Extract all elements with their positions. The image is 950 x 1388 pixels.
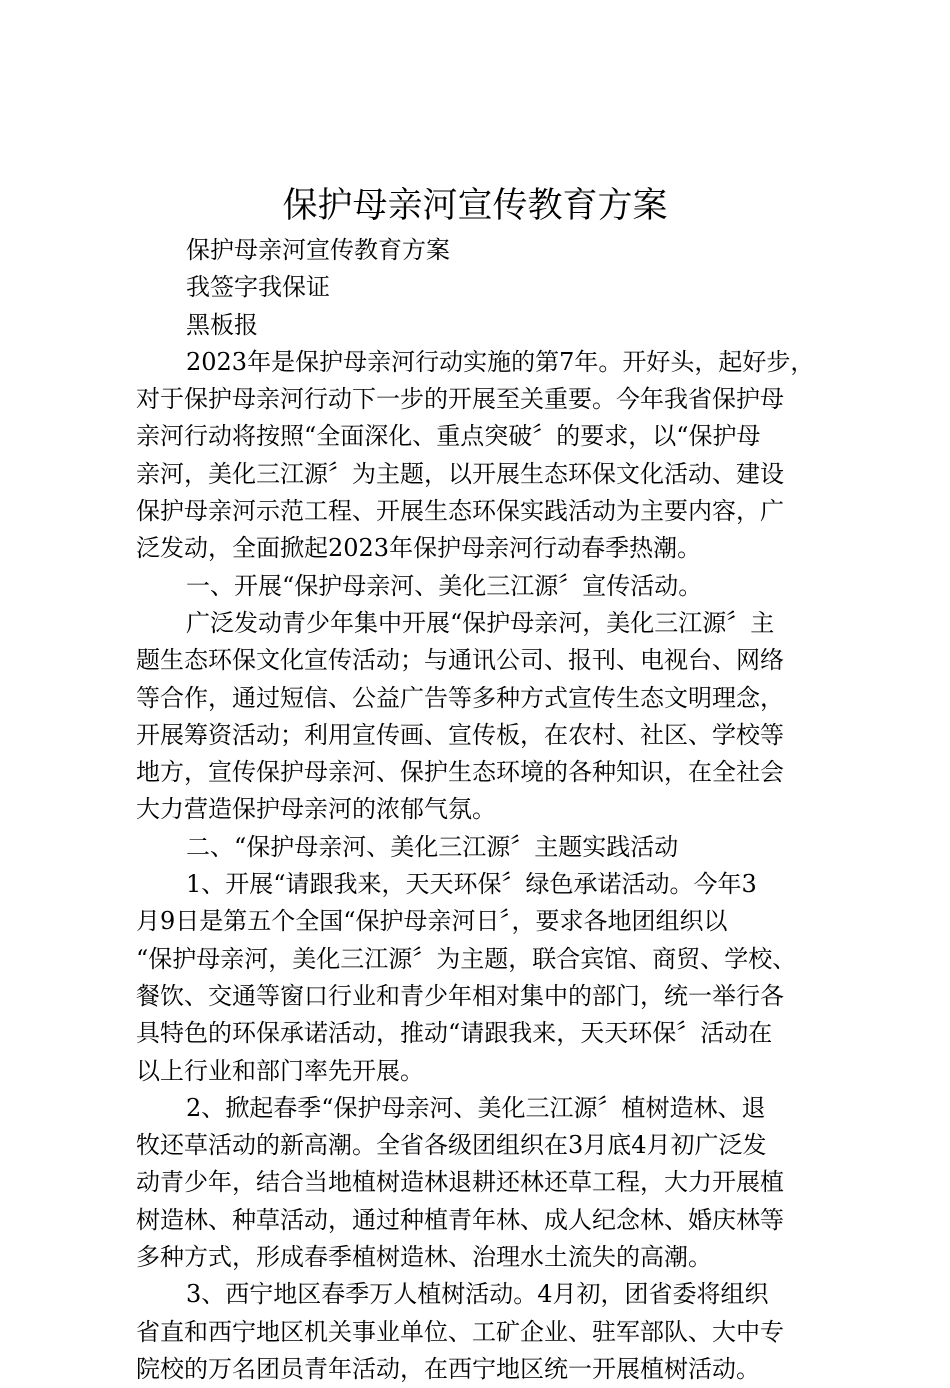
text-line: 2023年是保护母亲河行动实施的第7年。开好头，起好步， (186, 347, 815, 376)
text-line: 省直和西宁地区机关事业单位、工矿企业、驻军部队、大中专 (136, 1317, 784, 1346)
text-line: 保护母亲河宣传教育方案 (186, 236, 450, 264)
document-body (136, 232, 836, 1388)
text-line: 月9日是第五个全国“保护母亲河日〞，要求各地团组织以 (136, 907, 728, 936)
text-line: 以上行业和部门率先开展。 (136, 1056, 424, 1085)
text-line: 一、开展“保护母亲河、美化三江源〞宣传活动。 (186, 571, 703, 600)
text-line: 二、“保护母亲河、美化三江源〞主题实践活动 (186, 832, 679, 861)
text-line: “保护母亲河，美化三江源〞为主题，联合宾馆、商贸、学校、 (136, 944, 797, 973)
text-line: 2、掀起春季“保护母亲河、美化三江源〞植树造林、退 (186, 1093, 766, 1122)
text-line: 大力营造保护母亲河的浓郁气氛。 (136, 795, 496, 824)
text-line: 泛发动，全面掀起2023年保护母亲河行动春季热潮。 (136, 534, 702, 563)
text-line: 多种方式，形成春季植树造林、治理水土流失的高潮。 (136, 1243, 712, 1272)
text-line: 1、开展“请跟我来，天天环保〞绿色承诺活动。今年3 (186, 870, 757, 899)
text-line: 等合作，通过短信、公益广告等多种方式宣传生态文明理念， (136, 683, 784, 712)
text-line: 黑板报 (186, 310, 258, 339)
text-line: 亲河，美化三江源〞为主题，以开展生态环保文化活动、建设 (136, 459, 784, 488)
text-line: 餐饮、交通等窗口行业和青少年相对集中的部门，统一举行各 (136, 981, 784, 1010)
text-line: 3、西宁地区春季万人植树活动。4月初，团省委将组织 (186, 1280, 769, 1309)
text-line: 地方，宣传保护母亲河、保护生态环境的各种知识，在全社会 (136, 758, 784, 787)
text-line: 开展筹资活动；利用宣传画、宣传板，在农村、社区、学校等 (136, 720, 784, 749)
text-line: 动青少年，结合当地植树造林退耕还林还草工程，大力开展植 (136, 1168, 784, 1197)
text-line: 我签字我保证 (186, 273, 330, 302)
text-line: 具特色的环保承诺活动，推动“请跟我来，天天环保〞活动在 (136, 1019, 773, 1048)
text-line: 院校的万名团员青年活动，在西宁地区统一开展植树活动。 (136, 1354, 760, 1383)
document-title: 保护母亲河宣传教育方案 (282, 186, 668, 226)
text-line: 对于保护母亲河行动下一步的开展至关重要。今年我省保护母 (136, 385, 784, 414)
text-line: 保护母亲河示范工程、开展生态环保实践活动为主要内容，广 (136, 497, 784, 526)
text-line: 树造林、种草活动，通过种植青年林、成人纪念林、婚庆林等 (136, 1205, 784, 1234)
text-line: 题生态环保文化宣传活动；与通讯公司、报刊、电视台、网络 (136, 646, 784, 675)
text-line: 亲河行动将按照“全面深化、重点突破〞的要求，以“保护母 (136, 422, 761, 451)
text-line: 牧还草活动的新高潮。全省各级团组织在3月底4月初广泛发 (136, 1131, 767, 1160)
text-line: 广泛发动青少年集中开展“保护母亲河，美化三江源〞主 (186, 608, 775, 637)
